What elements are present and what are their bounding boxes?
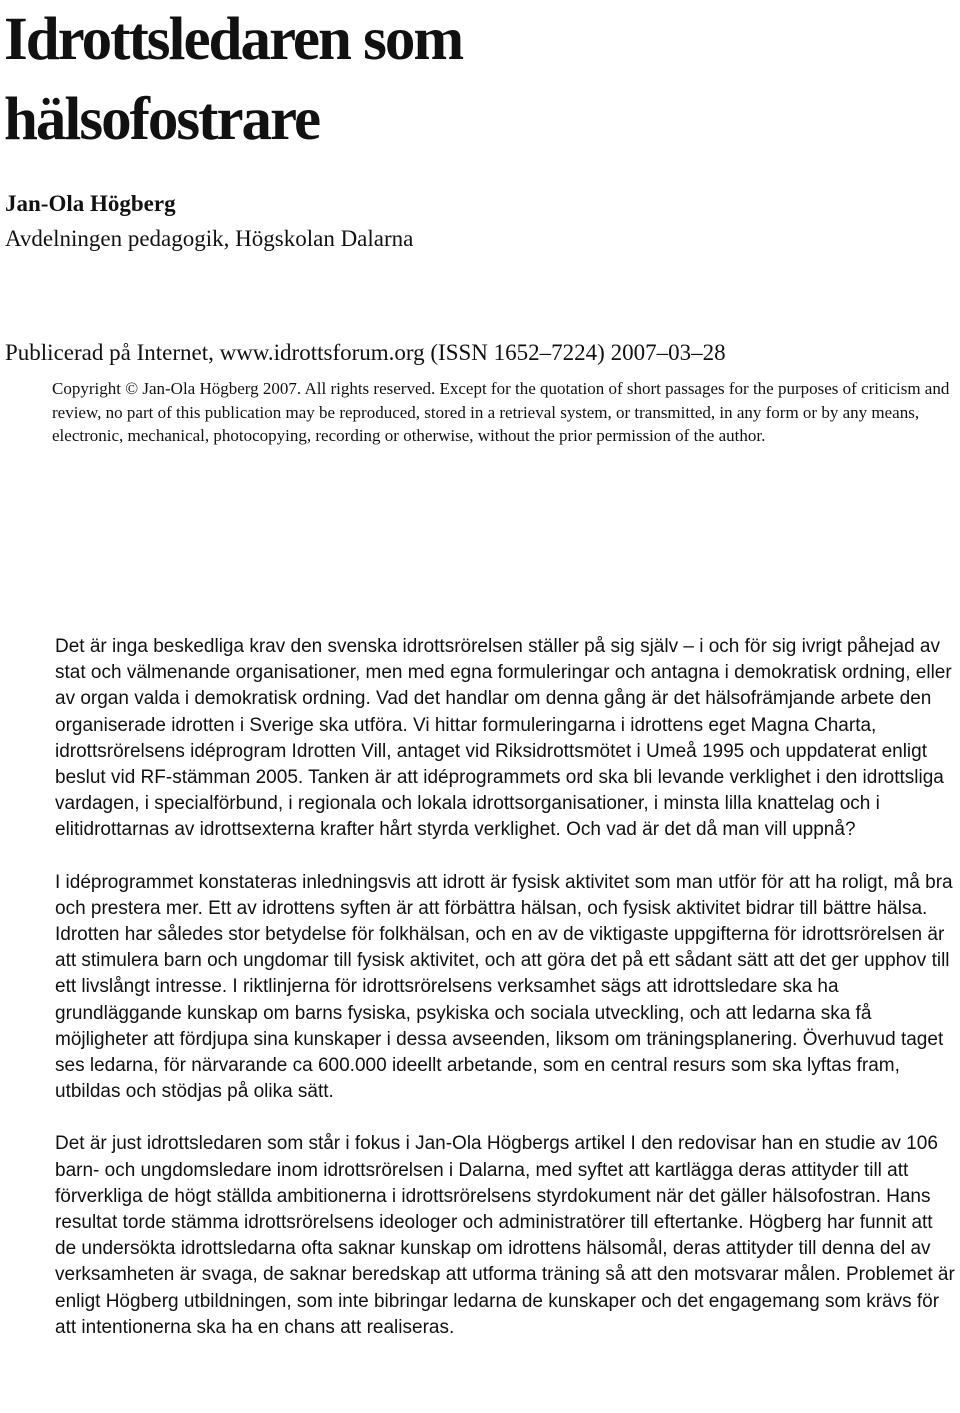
document-title (4, 0, 462, 160)
body-paragraph-2: I idéprogrammet konstateras inledningsvis att idrott är fysisk aktivitet som man utför för att ha roligt, må bra och prestera mer. Ett av idrottens syften är att förbättra hälsan, och fysisk aktivitet bidrar till bättre hälsa. Idrotten har således stor betydelse för folkhälsan, och en av de viktigaste uppgifterna för idrottsrörelsen är att stimulera barn och ungdomar till fysisk aktivitet, och att göra det på ett sådant sätt att det ger upphov till ett livslångt intresse. I riktlinjerna för idrottsrörelsens verksamhet sägs att idrottsledare ska ha grundläggande kunskap om barns fysiska, psykiska och sociala utveckling, och att ledarna ska få möjligheter att fördjupa sina kunskaper i dessa avseenden, liksom om träningsplanering. Överhuvud taget ses ledarna, för närvarande ca 600.000 ideellt arbetande, som en central resurs som ska lyftas fram, utbildas och stödjas på olika sätt. (55, 871, 953, 1103)
author-name: Jan-Ola Högberg (5, 191, 176, 216)
title-line-2: hälsofostrare (4, 86, 320, 153)
body-paragraph-3: Det är just idrottsledaren som står i fokus i Jan-Ola Högbergs artikel I den redovisar han en studie av 106 barn- och ungdomsledare inom idrottsrörelsen i Dalarna, med syftet att kartlägga deras attityder till att förverkliga de högt ställda ambitionerna i idrottsrörelsens styrdokument när det gäller hälsofostran. Hans resultat torde stämma idrottsrörelsens ideologer och administratörer till eftertanke. Högberg har funnit att de undersökta idrottsledarna ofta saknar kunskap om idrottens hälsomål, deras attityder till denna del av verksamheten är svaga, de saknar beredskap att utforma träning så att den motsvarar målen. Problemet är enligt Högberg utbildningen, som inte bibringar ledarna de kunskaper och det engagemang som krävs för att intentionerna ska ha en chans att realiseras. (55, 1133, 955, 1338)
publication-info: Publicerad på Internet, www.idrottsforum.org (ISSN 1652–7224) 2007–03–28 (5, 340, 726, 365)
title-line-1: Idrottsledaren som (4, 6, 463, 73)
body-paragraph-1: Det är inga beskedliga krav den svenska idrottsrörelsen ställer på sig själv – i och för sig ivrigt påhejad av stat och välmenande organisationer, men med egna formuleringar och antagna i demokratisk ordning, eller av organ valda i demokratisk ordning. Vad det handlar om denna gång är det hälsofrämjande arbete den organiserade idrotten i Sverige ska utföra. Vi hittar formuleringarna i idrottens eget Magna Charta, idrottsrörelsens idéprogram Idrotten Vill, antaget vid Riksidrottsmötet i Umeå 1995 och uppdaterat enligt beslut vid RF-stämman 2005. Tanken är att idéprogrammets ord ska bli levande verklighet i den idrottsliga vardagen, i specialförbund, i regionala och lokala idrottsorganisationer, i minsta lilla knattelag och i elitidrottarnas av idrottsexterna krafter hårt styrda verklighet. Och vad är det då man vill uppnå? (55, 636, 952, 841)
article-body (55, 634, 957, 1367)
copyright-notice: Copyright © Jan-Ola Högberg 2007. All rights reserved. Except for the quotation of short passages for the purposes of criticism and review, no part of this publication may be reproduced, stored in a retrieval system, or transmitted, in any form or by any means, electronic, mechanical, photocopying, recording or otherwise, without the prior permission of the author. (52, 379, 950, 445)
author-affiliation: Avdelningen pedagogik, Högskolan Dalarna (5, 226, 414, 251)
